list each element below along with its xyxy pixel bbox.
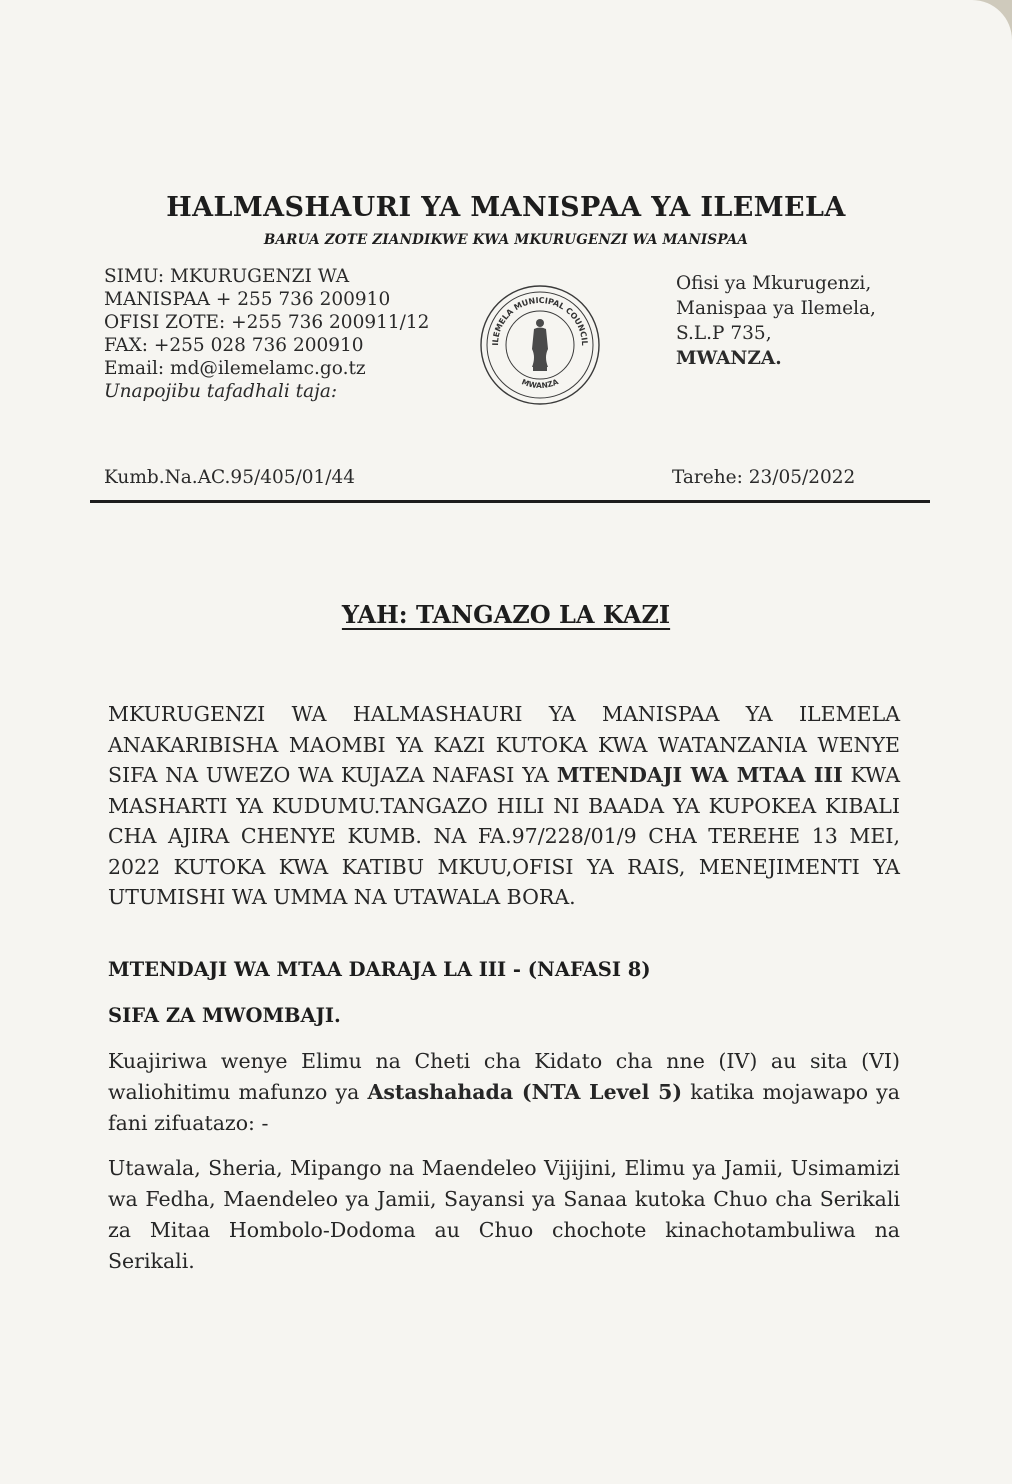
contact-block (104, 265, 434, 403)
seal-top-text: ILEMELA MUNICIPAL COUNCIL (490, 295, 590, 346)
fax-line: FAX: +255 028 736 200910 (104, 335, 364, 356)
seal-bottom-text: MWANZA (520, 377, 560, 391)
intro-text-1: MKURUGENZI WA HALMASHAURI YA MANISPAA YA ILEMELA ANAKARIBISHA MAOMBI YA KAZI KUTOKA KWA WATANZANIA WENYE SIFA NA UWEZO WA KUJAZA NAFASI YA (108, 702, 900, 787)
intro-position-bold: MTENDAJI WA MTAA III (556, 763, 843, 787)
reply-note: Unapojibu tafadhali taja: (104, 381, 338, 402)
letters-to-note: BARUA ZOTE ZIANDIKWE KWA MKURUGENZI WA MANISPAA (263, 232, 749, 248)
intro-paragraph (108, 699, 900, 913)
reference-number: Kumb.Na.AC.95/405/01/44 (104, 467, 356, 488)
address-line-1: Ofisi ya Mkurugenzi, (676, 273, 872, 294)
subject-line (0, 600, 1012, 629)
council-seal-icon (478, 283, 602, 407)
seal-figure-icon (532, 319, 548, 371)
address-line-3: S.L.P 735, (676, 323, 772, 344)
qualifications-text-1: Kuajiriwa wenye Elimu na Cheti cha Kidato cha nne (IV) au sita (VI) waliohitimu mafunzo ya (108, 1049, 900, 1104)
address-line-2: Manispaa ya Ilemela, (676, 298, 876, 319)
position-heading: MTENDAJI WA MTAA DARAJA LA III - (NAFASI 8) (108, 958, 651, 981)
qualifications-paragraph (108, 1046, 900, 1139)
offices-phone-line: OFISI ZOTE: +255 736 200911/12 (104, 312, 430, 333)
qualifications-text-2: katika mojawapo ya fani zifuatazo: - (108, 1080, 900, 1135)
qualifications-bold: Astashahada (NTA Level 5) (367, 1080, 683, 1104)
intro-text-2: KWA MASHARTI YA KUDUMU.TANGAZO HILI NI BAADA YA KUPOKEA KIBALI CHA AJIRA CHENYE KUMB. NA FA.97/228/01/9 CHA TEREHE 13 MEI, 2022 KUTOKA KWA KATIBU MKUU,OFISI YA RAIS, MENEJIMENTI YA UTUMISHI WA UMMA NA UTAWALA BORA. (108, 763, 900, 909)
header-divider (90, 500, 930, 503)
subject-text: YAH: TANGAZO LA KAZI (341, 600, 671, 629)
phone-line: SIMU: MKURUGENZI WA MANISPAA + 255 736 200910 (104, 266, 391, 310)
qualifications-heading: SIFA ZA MWOMBAJI. (108, 1004, 341, 1027)
letter-date: Tarehe: 23/05/2022 (672, 467, 856, 488)
fields-paragraph: Utawala, Sheria, Mipango na Maendeleo Vijijini, Elimu ya Jamii, Usimamizi wa Fedha, Maendeleo ya Jamii, Sayansi ya Sanaa kutoka Chuo cha Serikali za Mitaa Hombolo-Dodoma au Chuo chochote kinachotambuliwa na Serikali. (108, 1156, 900, 1273)
address-block (676, 271, 876, 371)
council-title: HALMASHAURI YA MANISPAA YA ILEMELA (166, 192, 846, 223)
email-line: Email: md@ilemelamc.go.tz (104, 358, 366, 379)
address-city: MWANZA. (676, 348, 782, 369)
